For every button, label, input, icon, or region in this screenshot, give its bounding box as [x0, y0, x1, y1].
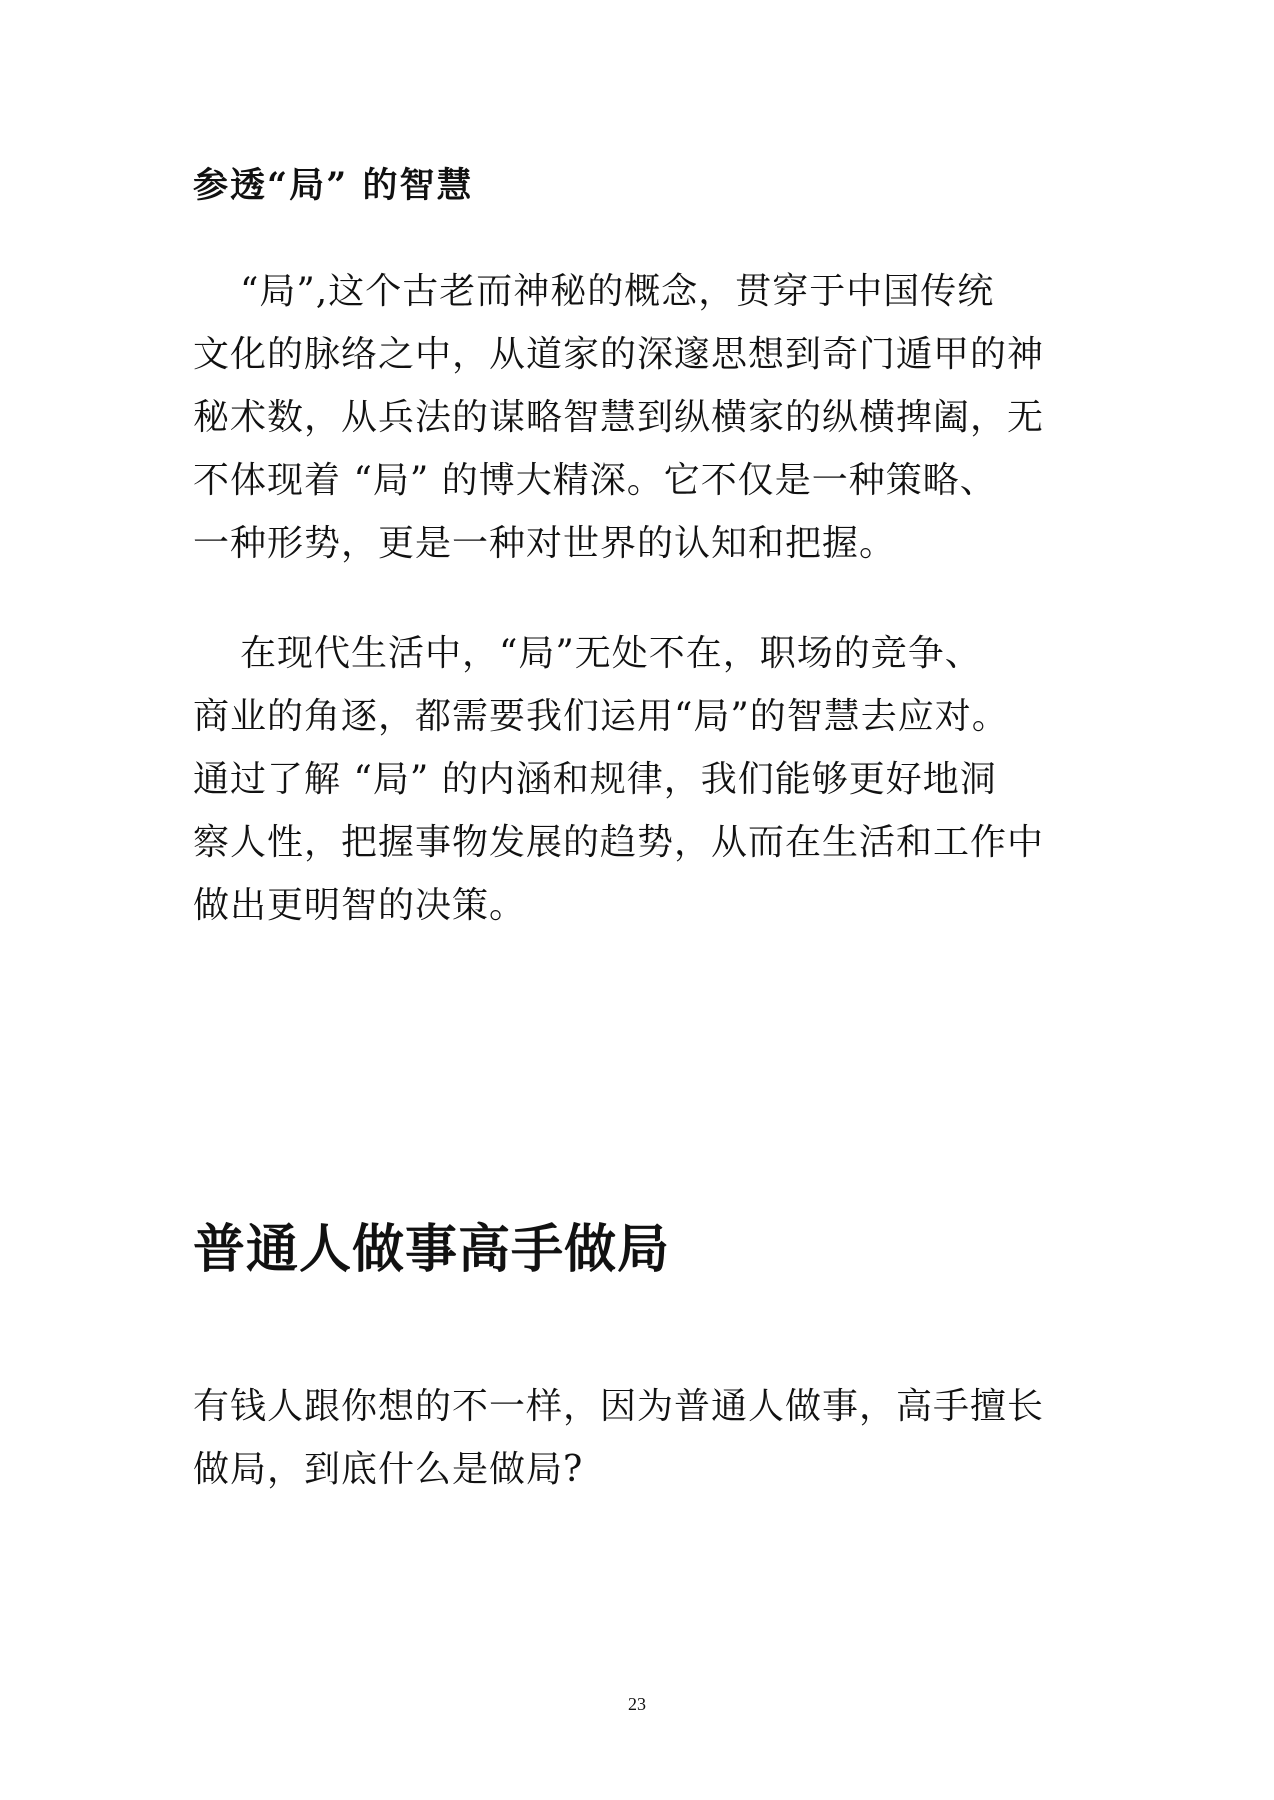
- paragraph-1-line-5: 一种形势，更是一种对世界的认知和把握。: [193, 523, 897, 564]
- paragraph-1-line-3: 秘术数，从兵法的谋略智慧到纵横家的纵横捭阖，无: [193, 397, 1045, 438]
- paragraph-2-line-2: 商业的角逐，都需要我们运用“局”的智慧去应对。: [193, 696, 1009, 737]
- paragraph-3-line-1: 有钱人跟你想的不一样，因为普通人做事，高手擅长: [193, 1386, 1045, 1427]
- paragraph-1-line-2: 文化的脉络之中，从道家的深邃思想到奇门遁甲的神: [193, 334, 1045, 375]
- paragraph-1-line-1: “局”,这个古老而神秘的概念，贯穿于中国传统: [240, 271, 995, 312]
- paragraph-3-line-2: 做局，到底什么是做局?: [193, 1449, 584, 1490]
- section-title: 参透“局” 的智慧: [193, 165, 474, 206]
- paragraph-2-line-4: 察人性，把握事物发展的趋势，从而在生活和工作中: [193, 822, 1045, 863]
- chapter-title: 普通人做事高手做局: [193, 1219, 671, 1280]
- paragraph-2-line-5: 做出更明智的决策。: [193, 885, 527, 926]
- paragraph-2-line-1: 在现代生活中，“局”无处不在，职场的竞争、: [240, 633, 982, 674]
- paragraph-2-line-3: 通过了解 “局” 的内涵和规律，我们能够更好地洞: [193, 759, 997, 800]
- page-number: 23: [628, 1694, 646, 1714]
- paragraph-1-line-4: 不体现着 “局” 的博大精深。它不仅是一种策略、: [193, 460, 997, 501]
